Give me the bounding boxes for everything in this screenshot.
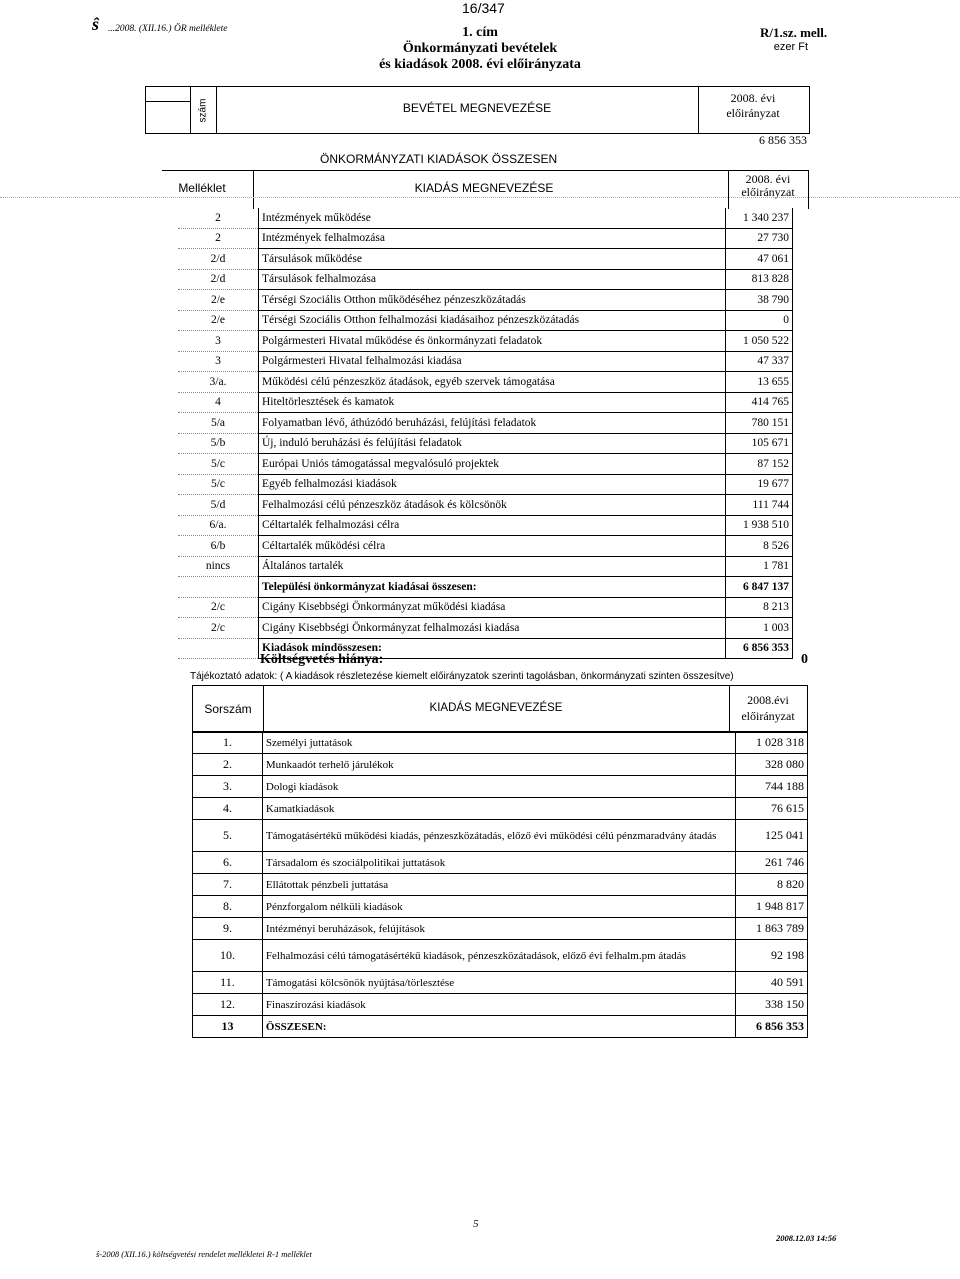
summary-name: Kamatkiadások bbox=[262, 798, 735, 820]
cim-label: 1. cím bbox=[462, 25, 498, 40]
expense-amount: 8 526 bbox=[726, 536, 793, 557]
revenue-total: 6 856 353 bbox=[759, 133, 807, 147]
summary-name: Dologi kiadások bbox=[262, 776, 735, 798]
summary-name: Ellátottak pénzbeli juttatása bbox=[262, 874, 735, 896]
summary-name: Társadalom és szociálpolitikai juttatások bbox=[262, 852, 735, 874]
melleklet-label: Melléklet bbox=[178, 181, 226, 195]
expense-row bbox=[178, 454, 793, 475]
summary-number: 8. bbox=[193, 896, 263, 918]
expense-amount: 105 671 bbox=[726, 433, 793, 454]
expense-name: Céltartalék működési célra bbox=[259, 536, 726, 557]
expense-amount: 1 050 522 bbox=[726, 331, 793, 352]
expense-name: Hiteltörlesztések és kamatok bbox=[259, 392, 726, 413]
expense-melleklet: 5/a bbox=[178, 413, 259, 434]
summary-number: 12. bbox=[193, 994, 263, 1016]
expense-row bbox=[178, 331, 793, 352]
summary-row bbox=[193, 972, 808, 994]
expense-row bbox=[178, 597, 793, 618]
expense-amount: 1 340 237 bbox=[726, 208, 793, 228]
summary-name: Finaszírozási kiadások bbox=[262, 994, 735, 1016]
expense-row bbox=[178, 515, 793, 536]
expense-row bbox=[178, 577, 793, 598]
summary-name: Intézményi beruházások, felújítások bbox=[262, 918, 735, 940]
expense-amount: 38 790 bbox=[726, 290, 793, 311]
expense-melleklet: 2 bbox=[178, 228, 259, 249]
summary-number: 1. bbox=[193, 732, 263, 754]
summary-row bbox=[193, 1016, 808, 1038]
summary-row bbox=[193, 776, 808, 798]
summary-name: Pénzforgalom nélküli kiadások bbox=[262, 896, 735, 918]
expense-row bbox=[178, 310, 793, 331]
expense-name: Európai Uniós támogatással megvalósuló projektek bbox=[259, 454, 726, 475]
expense-name: Társulások működése bbox=[259, 249, 726, 270]
summary-table bbox=[192, 731, 808, 1038]
expense-row bbox=[178, 618, 793, 639]
summary-amount: 76 615 bbox=[736, 798, 808, 820]
summary-amount: 6 856 353 bbox=[736, 1016, 808, 1038]
summary-header bbox=[192, 685, 808, 733]
expense-name: Új, induló beruházási és felújítási feladatok bbox=[259, 433, 726, 454]
expense-row bbox=[178, 495, 793, 516]
expense-row bbox=[178, 392, 793, 413]
summary-amount: 338 150 bbox=[736, 994, 808, 1016]
expense-melleklet: 2 bbox=[178, 208, 259, 228]
expense-amount: 0 bbox=[726, 310, 793, 331]
summary-row bbox=[193, 820, 808, 852]
expense-row bbox=[178, 556, 793, 577]
summary-number: 13 bbox=[193, 1016, 263, 1038]
expense-amount: 111 744 bbox=[726, 495, 793, 516]
summary-number: 9. bbox=[193, 918, 263, 940]
summary-row bbox=[193, 896, 808, 918]
page-number: 16/347 bbox=[462, 0, 505, 16]
reference-left: ...2008. (XII.16.) ÖR melléklete bbox=[108, 24, 228, 34]
deficit-value: 0 bbox=[801, 652, 808, 667]
expense-amount: 8 213 bbox=[726, 597, 793, 618]
expense-amount: 6 856 353 bbox=[726, 638, 793, 659]
expense-melleklet: 6/b bbox=[178, 536, 259, 557]
summary-name: Támogatásértékű működési kiadás, pénzeszközátadás, előző évi működési célú pénzmaradvány átadás bbox=[262, 820, 735, 852]
title-line-1: Önkormányzati bevételek bbox=[402, 41, 558, 56]
summary-number: 2. bbox=[193, 754, 263, 776]
footer-right: 2008.12.03 14:56 bbox=[776, 1233, 837, 1243]
expenses-year-label: 2008. évi előirányzat bbox=[741, 172, 795, 199]
expense-melleklet: 2/e bbox=[178, 310, 259, 331]
summary-name: Felhalmozási célú támogatásértékű kiadások, pénzeszközátadások, előző évi felhalm.pm átadás bbox=[262, 940, 735, 972]
expense-name: Felhalmozási célú pénzeszköz átadások és kölcsönök bbox=[259, 495, 726, 516]
summary-amount: 328 080 bbox=[736, 754, 808, 776]
expense-row bbox=[178, 249, 793, 270]
summary-number: 11. bbox=[193, 972, 263, 994]
footer-left: ŝ-2008 (XII.16.) költségvetési rendelet mellékletei R-1 melléklet bbox=[96, 1249, 312, 1259]
expense-row bbox=[178, 433, 793, 454]
revenue-year-label: 2008. évi előirányzat bbox=[726, 91, 780, 120]
deficit-label: Költségvetés hiánya: bbox=[260, 652, 384, 667]
expense-melleklet bbox=[178, 577, 259, 598]
expense-row bbox=[178, 474, 793, 495]
summary-amount: 40 591 bbox=[736, 972, 808, 994]
summary-name: Támogatási kölcsönök nyújtása/törlesztése bbox=[262, 972, 735, 994]
expense-amount: 1 781 bbox=[726, 556, 793, 577]
expense-name: Cigány Kisebbségi Önkormányzat felhalmozási kiadása bbox=[259, 618, 726, 639]
expense-row bbox=[178, 208, 793, 228]
expense-amount: 780 151 bbox=[726, 413, 793, 434]
reference-right: R/1.sz. mell. bbox=[760, 25, 828, 40]
expenses-header bbox=[162, 170, 809, 209]
summary-number: 6. bbox=[193, 852, 263, 874]
expense-row bbox=[178, 351, 793, 372]
summary-amount: 1 863 789 bbox=[736, 918, 808, 940]
summary-amount: 92 198 bbox=[736, 940, 808, 972]
expense-amount: 1 938 510 bbox=[726, 515, 793, 536]
summary-amount: 125 041 bbox=[736, 820, 808, 852]
expense-name: Intézmények felhalmozása bbox=[259, 228, 726, 249]
expense-name: Polgármesteri Hivatal felhalmozási kiadása bbox=[259, 351, 726, 372]
title-line-2: és kiadások 2008. évi előirányzata bbox=[379, 57, 581, 72]
expense-amount: 813 828 bbox=[726, 269, 793, 290]
info-note: Tájékoztató adatok: ( A kiadások részletezése kiemelt előirányzatok szerinti tagolásban, önkormányzati szinten összesítve) bbox=[190, 671, 734, 682]
expense-name: Társulások felhalmozása bbox=[259, 269, 726, 290]
expense-name: Működési célú pénzeszköz átadások, egyéb szervek támogatása bbox=[259, 372, 726, 393]
expense-row bbox=[178, 228, 793, 249]
summary-row bbox=[193, 732, 808, 754]
expense-melleklet: 5/d bbox=[178, 495, 259, 516]
szam-label: szám bbox=[197, 98, 209, 122]
summary-number: 3. bbox=[193, 776, 263, 798]
expense-amount: 47 061 bbox=[726, 249, 793, 270]
expense-row bbox=[178, 536, 793, 557]
revenue-column-label: BEVÉTEL MEGNEVEZÉSE bbox=[402, 101, 552, 115]
summary-name: ÖSSZESEN: bbox=[262, 1016, 735, 1038]
summary-number: 7. bbox=[193, 874, 263, 896]
summary-number: 4. bbox=[193, 798, 263, 820]
summary-amount: 8 820 bbox=[736, 874, 808, 896]
summary-row bbox=[193, 918, 808, 940]
expense-name: Céltartalék felhalmozási célra bbox=[259, 515, 726, 536]
expenses-section-title: ÖNKORMÁNYZATI KIADÁSOK ÖSSZESEN bbox=[320, 152, 558, 166]
expense-melleklet: 3 bbox=[178, 351, 259, 372]
summary-number: 5. bbox=[193, 820, 263, 852]
expense-amount: 414 765 bbox=[726, 392, 793, 413]
expense-name: Egyéb felhalmozási kiadások bbox=[259, 474, 726, 495]
unit-label: ezer Ft bbox=[773, 41, 808, 53]
summary-amount: 261 746 bbox=[736, 852, 808, 874]
summary-amount: 1 028 318 bbox=[736, 732, 808, 754]
summary-amount: 1 948 817 bbox=[736, 896, 808, 918]
summary-row bbox=[193, 852, 808, 874]
expense-row bbox=[178, 269, 793, 290]
expense-row bbox=[178, 372, 793, 393]
expense-amount: 87 152 bbox=[726, 454, 793, 475]
expense-melleklet: 2/e bbox=[178, 290, 259, 311]
summary-row bbox=[193, 874, 808, 896]
summary-name: Személyi juttatások bbox=[262, 732, 735, 754]
expense-amount: 13 655 bbox=[726, 372, 793, 393]
expense-name: Cigány Kisebbségi Önkormányzat működési kiadása bbox=[259, 597, 726, 618]
expense-name: Általános tartalék bbox=[259, 556, 726, 577]
expense-melleklet: 2/c bbox=[178, 597, 259, 618]
expense-melleklet: 2/d bbox=[178, 249, 259, 270]
handwritten-mark: ŝ bbox=[92, 14, 100, 34]
summary-kiadas-label: KIADÁS MEGNEVEZÉSE bbox=[429, 702, 563, 714]
sorszam-label: Sorszám bbox=[204, 702, 252, 716]
expense-row bbox=[178, 413, 793, 434]
expense-melleklet: 5/b bbox=[178, 433, 259, 454]
summary-amount: 744 188 bbox=[736, 776, 808, 798]
summary-row bbox=[193, 754, 808, 776]
expense-name: Intézmények működése bbox=[259, 208, 726, 228]
expense-row bbox=[178, 290, 793, 311]
expense-name: Kiadások mindösszesen: bbox=[259, 638, 726, 659]
expense-name: Folyamatban lévő, áthúzódó beruházási, felújítási feladatok bbox=[259, 413, 726, 434]
expense-amount: 6 847 137 bbox=[726, 577, 793, 598]
expense-amount: 19 677 bbox=[726, 474, 793, 495]
expense-amount: 1 003 bbox=[726, 618, 793, 639]
footer-page-number: 5 bbox=[473, 1218, 479, 1230]
expense-melleklet: nincs bbox=[178, 556, 259, 577]
summary-row bbox=[193, 940, 808, 972]
expense-melleklet bbox=[178, 638, 259, 659]
expense-melleklet: 2/c bbox=[178, 618, 259, 639]
summary-row bbox=[193, 994, 808, 1016]
expense-melleklet: 2/d bbox=[178, 269, 259, 290]
expense-amount: 27 730 bbox=[726, 228, 793, 249]
expenses-table bbox=[178, 208, 793, 659]
expense-melleklet: 5/c bbox=[178, 454, 259, 475]
expense-melleklet: 3/a. bbox=[178, 372, 259, 393]
expense-name: Települési önkormányzat kiadásai összesen: bbox=[259, 577, 726, 598]
expense-name: Térségi Szociális Otthon működéséhez pénzeszközátadás bbox=[259, 290, 726, 311]
expense-melleklet: 6/a. bbox=[178, 515, 259, 536]
summary-year-label: 2008.évi előirányzat bbox=[741, 693, 795, 723]
expense-melleklet: 3 bbox=[178, 331, 259, 352]
kiadas-label: KIADÁS MEGNEVEZÉSE bbox=[414, 181, 554, 195]
expense-name: Polgármesteri Hivatal működése és önkormányzati feladatok bbox=[259, 331, 726, 352]
summary-row bbox=[193, 798, 808, 820]
revenue-header-box bbox=[145, 86, 810, 134]
expense-melleklet: 5/c bbox=[178, 474, 259, 495]
expense-melleklet: 4 bbox=[178, 392, 259, 413]
summary-number: 10. bbox=[193, 940, 263, 972]
expense-name: Térségi Szociális Otthon felhalmozási kiadásaihoz pénzeszközátadás bbox=[259, 310, 726, 331]
summary-name: Munkaadót terhelő járulékok bbox=[262, 754, 735, 776]
expense-amount: 47 337 bbox=[726, 351, 793, 372]
